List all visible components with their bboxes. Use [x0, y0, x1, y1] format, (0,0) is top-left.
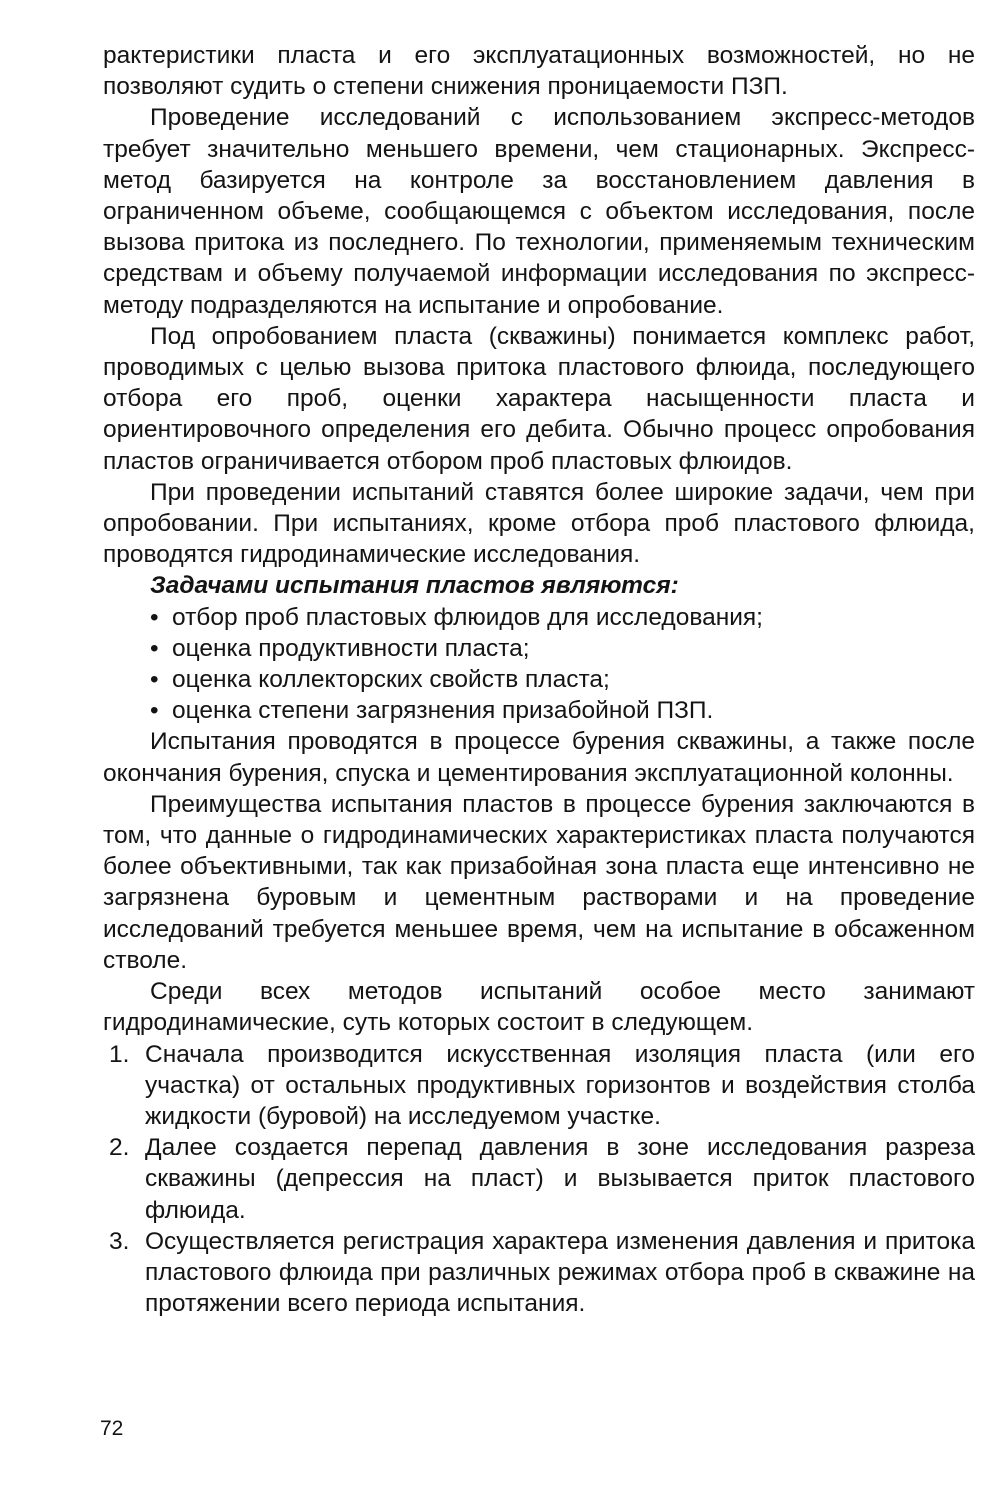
step-number: 3. [109, 1227, 130, 1255]
paragraph-when-tests: Испытания проводятся в процессе бурения скважины, а также после окончания бурения, спуска и цементирования эксплуатационной колонны. [103, 728, 975, 787]
list-item: • оценка степени загрязнения призабойной ПЗП. [150, 695, 975, 726]
paragraph-continuation: рактеристики пласта и его эксплуатационных возможностей, но не позволяют судить о степени снижения проницаемости ПЗП. [103, 42, 975, 101]
paragraph-sampling: Под опробованием пласта (скважины) понимается комплекс работ, проводимых с целью вызова притока пластового флюида, последующего отбора его проб, оценки характера насыщенности пласта и ориентировочного определения его дебита. Обычно процесс опробования пластов ограничивается отбором проб пластовых флюидов. [103, 322, 975, 475]
paragraph-express-method: Проведение исследований с использованием экспресс-методов требует значительно меньшего времени, чем стационарных. Экспресс-метод базируется на контроле за восстановлением давления в ограниченном объеме, сообщающемся с объектом исследования, после вызова притока из последнего. По технологии, применяемым техническим средствам и объему получаемой информации исследования по экспресс-методу подразделяются на испытание и опробование. [103, 104, 975, 319]
paragraph-advantages: Преимущества испытания пластов в процессе бурения заключаются в том, что данные о гидродинамических характеристиках пласта получаются более объективными, так как призабойная зона пласта еще интенсивно не загрязнена буровым и цементным растворами и на проведение исследований требуется меньшее время, чем на испытание в обсаженном стволе. [103, 790, 975, 974]
list-item [103, 1039, 975, 1133]
paragraph-testing: При проведении испытаний ставятся более широкие задачи, чем при опробовании. При испытаниях, кроме отбора проб пластового флюида, проводятся гидродинамические исследования. [103, 478, 975, 569]
tasks-heading: Задачами испытания пластов являются: [150, 572, 679, 600]
list-item [103, 1132, 975, 1226]
list-item: • оценка продуктивности пласта; [150, 633, 975, 664]
step-text: Далее создается перепад давления в зоне исследования разреза скважины (депрессия на пласт) и вызывается приток пластового флюида. [145, 1134, 975, 1224]
paragraph-methods: Среди всех методов испытаний особое место занимают гидродинамические, суть которых состоит в следующем. [103, 978, 975, 1037]
step-number: 1. [109, 1040, 130, 1068]
steps-list [103, 1039, 975, 1320]
step-number: 2. [109, 1134, 130, 1162]
tasks-list [103, 602, 975, 727]
page-number: 72 [100, 1417, 124, 1440]
list-item: • отбор проб пластовых флюидов для исследования; [150, 602, 975, 633]
step-text: Сначала производится искусственная изоляция пласта (или его участка) от остальных продуктивных горизонтов и воздействия столба жидкости (буровой) на исследуемом участке. [145, 1040, 975, 1130]
list-item [103, 1226, 975, 1320]
list-item: • оценка коллекторских свойств пласта; [150, 664, 975, 695]
body-text [103, 40, 975, 1319]
step-text: Осуществляется регистрация характера изменения давления и притока пластового флюида при различных режимах отбора проб в скважине на протяжении всего периода испытания. [145, 1227, 975, 1318]
